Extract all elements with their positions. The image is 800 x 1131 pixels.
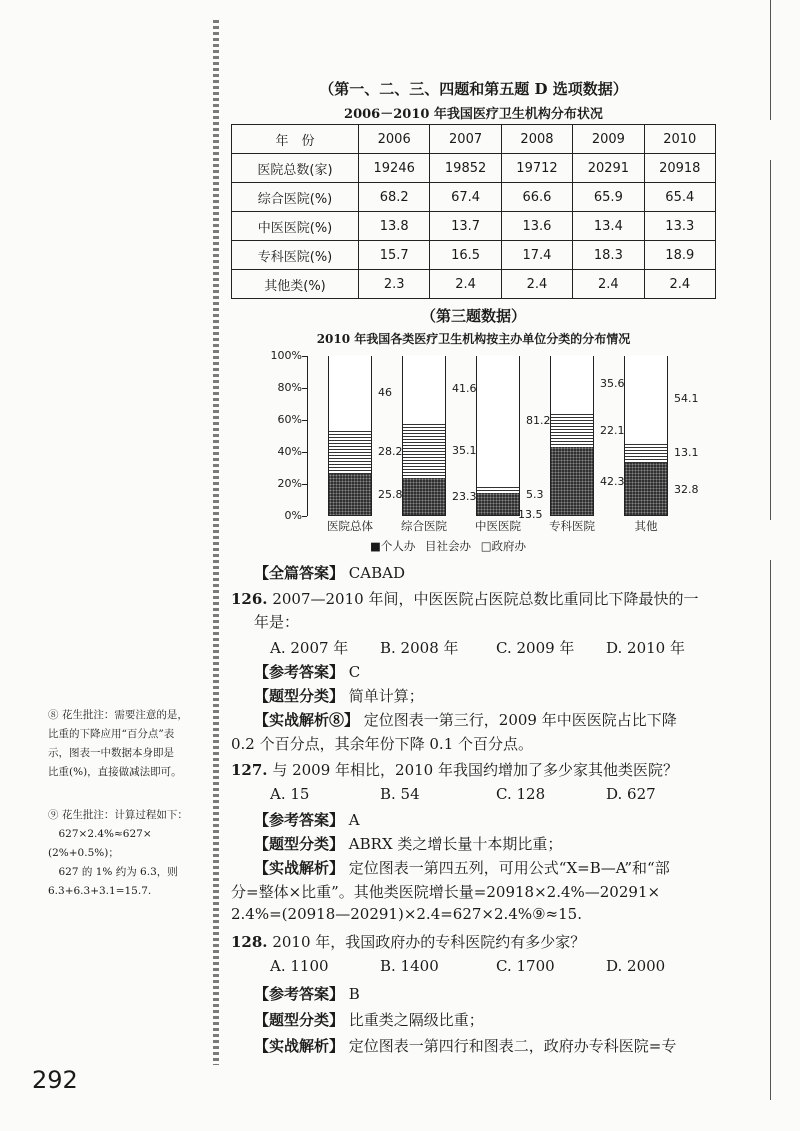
data-label: 22.1 xyxy=(600,423,625,437)
table-cell: 医院总数(家) xyxy=(232,154,359,183)
right-margin-line xyxy=(770,0,771,120)
question-number: 126. xyxy=(231,590,268,608)
type-line xyxy=(254,1009,484,1030)
option-d: D. 627 xyxy=(606,785,656,803)
analysis-text: 分=整体×比重”。其他类医院增长量=20918×2.4%—20291× xyxy=(231,883,661,901)
bar-segment-self xyxy=(625,463,667,515)
side-note-line: ⑧ 花生批注：需要注意的是， xyxy=(48,709,188,721)
question-text: 2007—2010 年间，中医医院占医院总数比重同比下降最快的一 xyxy=(272,590,699,608)
category-labels xyxy=(308,518,680,536)
answer-value: A xyxy=(348,811,360,829)
table-header-cell: 2006 xyxy=(359,125,430,154)
table-cell: 16.5 xyxy=(430,241,501,270)
option-a: A. 15 xyxy=(270,785,310,803)
bar-segment-social xyxy=(477,485,519,493)
bar-segment-self xyxy=(329,474,371,515)
side-note-line: ⑨ 花生批注：计算过程如下： xyxy=(48,809,188,821)
analysis-text: 定位图表一第四行和图表二，政府办专科医院=专 xyxy=(348,1037,677,1055)
option-a: A. 2007 年 xyxy=(270,639,349,657)
analysis-text: 0.2 个百分点，其余年份下降 0.1 个百分点。 xyxy=(231,735,534,753)
analysis-line xyxy=(254,857,670,878)
table-cell: 13.6 xyxy=(501,212,572,241)
answer-value: C xyxy=(348,663,361,681)
table-cell: 20291 xyxy=(573,154,644,183)
table-cell: 20918 xyxy=(644,154,715,183)
category-label: 综合医院 xyxy=(401,519,447,533)
legend-item-gov: □政府办 xyxy=(480,539,527,553)
option-c: C. 128 xyxy=(496,785,546,803)
table-cell: 19246 xyxy=(359,154,430,183)
stacked-bar xyxy=(328,356,372,516)
table-row xyxy=(232,270,716,299)
bar-segment-gov xyxy=(403,355,445,422)
table-header-cell: 2008 xyxy=(501,125,572,154)
table-cell: 18.3 xyxy=(573,241,644,270)
table-row xyxy=(232,212,716,241)
side-note-line: 比重(%)，直接做减法即可。 xyxy=(48,766,182,778)
answer-tag: 【参考答案】 xyxy=(254,811,345,829)
data-label: 46 xyxy=(378,385,392,399)
data-label: 35.6 xyxy=(600,377,625,391)
table-cell: 15.7 xyxy=(359,241,430,270)
type-tag: 【题型分类】 xyxy=(254,835,345,853)
bar-segment-gov xyxy=(625,355,667,442)
bar-segment-social xyxy=(625,442,667,463)
type-line xyxy=(254,685,424,706)
y-tick-mark xyxy=(302,516,307,517)
side-note-line: 示，图表一中数据本身即是 xyxy=(48,747,174,759)
question-text: 与 2009 年相比，2010 年我国约增加了多少家其他类医院？ xyxy=(272,761,678,779)
table-cell: 2.4 xyxy=(430,270,501,299)
option-c: C. 1700 xyxy=(496,957,555,975)
data-label: 13.1 xyxy=(674,446,699,460)
section-heading: （第一、二、三、四题和第五题 D 选项数据） xyxy=(319,80,628,98)
data-label: 28.2 xyxy=(378,445,403,459)
option-b: B. 1400 xyxy=(380,957,439,975)
data-label: 5.3 xyxy=(526,488,544,501)
analysis-text: 2.4%=(20918—20291)×2.4=627×2.4%⑨≈15. xyxy=(231,905,582,923)
stacked-bar xyxy=(402,356,446,516)
full-answer-line xyxy=(254,562,405,583)
table-cell: 2.4 xyxy=(501,270,572,299)
category-label: 专科医院 xyxy=(549,519,595,533)
analysis-tag: 【实战解析⑧】 xyxy=(254,711,360,729)
question-128 xyxy=(231,931,585,952)
table-cell: 其他类(%) xyxy=(232,270,359,299)
side-note-8 xyxy=(48,706,210,782)
table-cell: 18.9 xyxy=(644,241,715,270)
category-label: 其他 xyxy=(634,519,658,533)
table-cell: 专科医院(%) xyxy=(232,241,359,270)
y-axis xyxy=(260,348,302,522)
side-note-line: (2%+0.5%)； xyxy=(48,847,119,859)
table-cell: 13.4 xyxy=(573,212,644,241)
data-label: 25.8 xyxy=(378,488,403,502)
table-cell: 65.9 xyxy=(573,183,644,212)
type-value: 简单计算； xyxy=(348,687,424,705)
table-title: 2006－2010 年我国医疗卫生机构分布状况 xyxy=(344,107,603,122)
data-label: 81.2 xyxy=(526,413,551,427)
table-header-cell: 2007 xyxy=(430,125,501,154)
answer-line xyxy=(254,661,360,682)
hospital-distribution-table xyxy=(231,124,716,299)
data-label: 35.1 xyxy=(452,443,477,457)
table-header-cell: 年 份 xyxy=(232,125,359,154)
full-answer-tag: 【全篇答案】 xyxy=(254,564,345,582)
option-d: D. 2000 xyxy=(606,957,666,975)
option-c: C. 2009 年 xyxy=(496,639,575,657)
type-value: 比重类之隔级比重； xyxy=(348,1011,484,1029)
side-note-9 xyxy=(48,806,210,901)
bar-segment-gov xyxy=(329,355,371,429)
category-label: 医院总体 xyxy=(327,519,373,533)
table-cell: 13.3 xyxy=(644,212,715,241)
option-a: A. 1100 xyxy=(270,957,329,975)
y-tick-label: 100% xyxy=(270,349,302,362)
stacked-bar xyxy=(476,356,520,516)
data-label: 54.1 xyxy=(674,392,699,406)
analysis-text: 定位图表一第四五列，可用公式“X=B—A”和“部 xyxy=(348,859,670,877)
category-label: 中医医院 xyxy=(475,519,521,533)
table-cell: 68.2 xyxy=(359,183,430,212)
legend-item-self: ■个人办 xyxy=(370,539,416,553)
table-cell: 17.4 xyxy=(501,241,572,270)
table-cell: 65.4 xyxy=(644,183,715,212)
y-tick-label: 0% xyxy=(284,509,302,522)
table-cell: 67.4 xyxy=(430,183,501,212)
stacked-bar xyxy=(624,356,668,516)
table-cell: 2.4 xyxy=(573,270,644,299)
analysis-line xyxy=(254,709,677,730)
chart-title: 2010 年我国各类医疗卫生机构按主办单位分类的分布情况 xyxy=(316,332,631,346)
y-tick-label: 40% xyxy=(277,445,302,458)
table-cell: 2.4 xyxy=(644,270,715,299)
table-cell: 13.7 xyxy=(430,212,501,241)
chart-heading: （第三题数据） xyxy=(420,307,526,325)
bar-segment-gov xyxy=(477,355,519,485)
question-126 xyxy=(231,588,698,609)
bar-segment-gov xyxy=(551,355,593,412)
answer-tag: 【参考答案】 xyxy=(254,985,345,1003)
full-answer-value: CABAD xyxy=(348,564,405,582)
answer-line xyxy=(254,983,360,1004)
table-header-cell: 2010 xyxy=(644,125,715,154)
right-margin-line xyxy=(770,560,771,1100)
analysis-tag: 【实战解析】 xyxy=(254,1037,345,1055)
option-b: B. 54 xyxy=(380,785,420,803)
question-number: 128. xyxy=(231,933,268,951)
type-line xyxy=(254,833,562,854)
data-label: 23.3 xyxy=(452,490,477,504)
analysis-tag: 【实战解析】 xyxy=(254,859,345,877)
wavy-margin-line xyxy=(213,20,219,1065)
side-note-line: 比重的下降应用“百分点”表 xyxy=(48,728,175,740)
bar-segment-social xyxy=(403,422,445,478)
legend-item-social: 目社会办 xyxy=(425,539,472,553)
option-b: B. 2008 年 xyxy=(380,639,459,657)
table-row xyxy=(232,183,716,212)
y-tick-label: 20% xyxy=(277,477,302,490)
question-number: 127. xyxy=(231,761,268,779)
option-d: D. 2010 年 xyxy=(606,639,685,657)
data-label: 32.8 xyxy=(674,482,699,496)
bar-segment-self xyxy=(551,447,593,515)
page-number: 292 xyxy=(32,1066,78,1094)
question-text: 2010 年，我国政府办的专科医院约有多少家？ xyxy=(272,933,586,951)
type-tag: 【题型分类】 xyxy=(254,1011,345,1029)
table-row xyxy=(232,154,716,183)
type-tag: 【题型分类】 xyxy=(254,687,345,705)
table-cell: 13.8 xyxy=(359,212,430,241)
plot-area xyxy=(308,356,699,521)
table-cell: 19852 xyxy=(430,154,501,183)
data-label: 42.3 xyxy=(600,475,625,489)
analysis-text: 定位图表一第三行，2009 年中医医院占比下降 xyxy=(363,711,677,729)
chart-legend xyxy=(370,538,526,554)
side-note-line: 627×2.4%≈627× xyxy=(48,828,152,840)
stacked-bar xyxy=(550,356,594,516)
answer-value: B xyxy=(348,985,360,1003)
table-cell: 66.6 xyxy=(501,183,572,212)
side-note-line: 6.3+6.3+3.1=15.7. xyxy=(48,885,152,897)
question-text: 年是： xyxy=(254,613,300,631)
y-tick-label: 60% xyxy=(277,413,302,426)
bar-segment-self xyxy=(403,478,445,515)
answer-line xyxy=(254,809,360,830)
table-cell: 19712 xyxy=(501,154,572,183)
table-cell: 中医医院(%) xyxy=(232,212,359,241)
bar-segment-social xyxy=(551,412,593,447)
table-cell: 2.3 xyxy=(359,270,430,299)
data-label: 13.5 xyxy=(518,508,543,521)
table-row xyxy=(232,241,716,270)
data-label: 41.6 xyxy=(452,382,477,396)
bar-segment-social xyxy=(329,429,371,474)
table-header-row xyxy=(232,125,716,154)
question-127 xyxy=(231,759,678,780)
bar-segment-self xyxy=(477,493,519,515)
type-value: ABRX 类之增长量十本期比重； xyxy=(348,835,563,853)
answer-tag: 【参考答案】 xyxy=(254,663,345,681)
y-tick-label: 80% xyxy=(277,381,302,394)
side-note-line: 627 的 1% 约为 6.3，则 xyxy=(48,866,178,878)
right-margin-line xyxy=(770,160,771,520)
stacked-bar-chart xyxy=(260,348,699,558)
table-cell: 综合医院(%) xyxy=(232,183,359,212)
table-header-cell: 2009 xyxy=(573,125,644,154)
analysis-line xyxy=(254,1035,676,1056)
